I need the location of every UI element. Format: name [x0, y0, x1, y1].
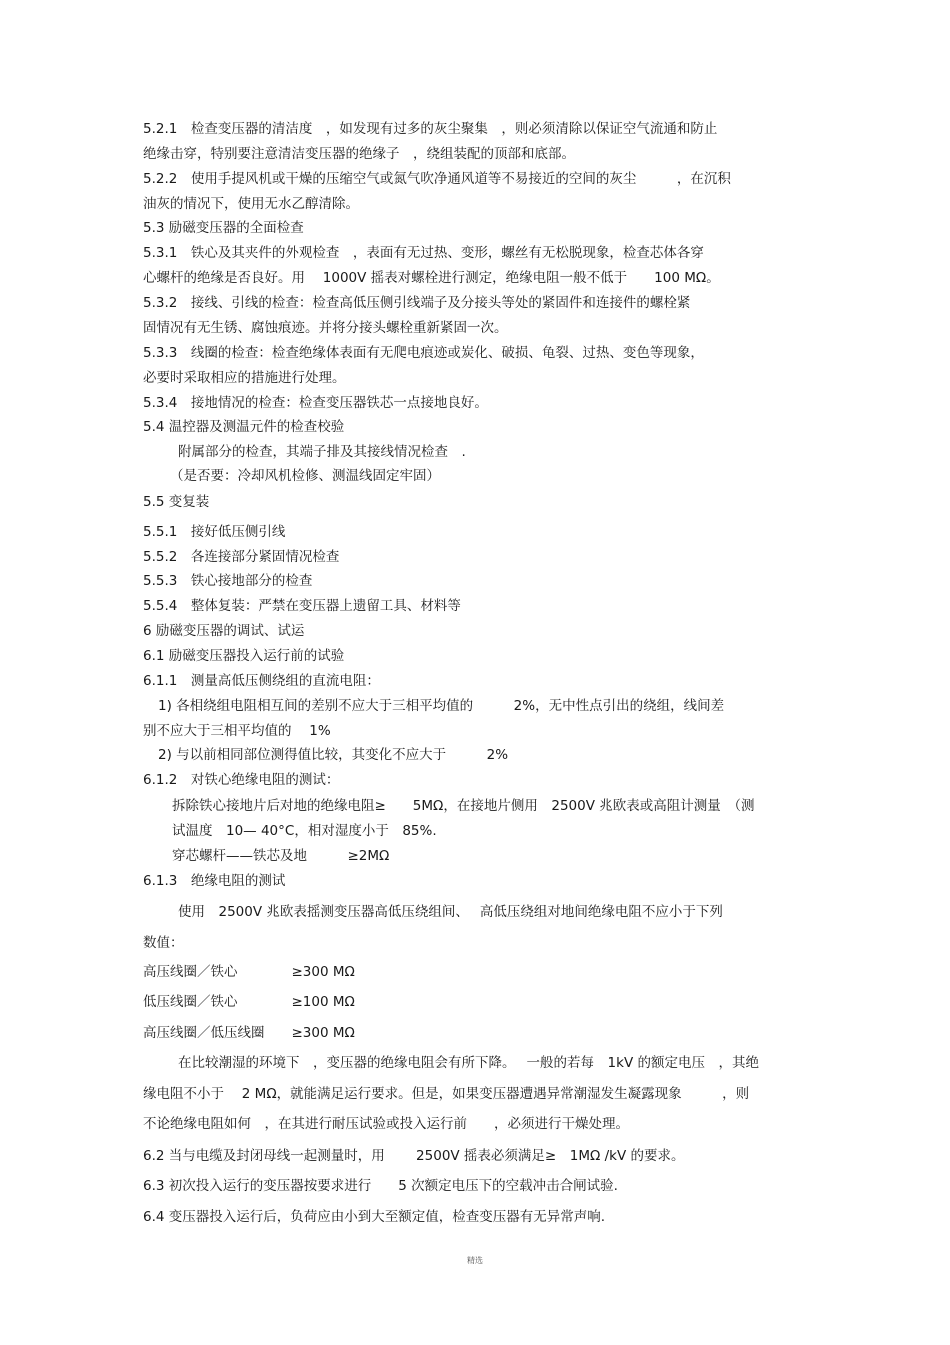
text-line: （是否要：冷却风机检修、测温线固定牢固） — [170, 468, 440, 484]
text-line: 试温度 10— 40°C，相对湿度小于 85%. — [172, 823, 437, 839]
text-line: 5.5.2 各连接部分紧固情况检查 — [143, 549, 340, 565]
text-line: 别不应大于三相平均值的 1% — [143, 723, 331, 739]
text-line: 5.3.4 接地情况的检查：检查变压器铁芯一点接地良好。 — [143, 395, 488, 411]
text-line: 5.5.1 接好低压侧引线 — [143, 524, 286, 540]
text-line: 油灰的情况下，使用无水乙醇清除。 — [143, 196, 359, 212]
text-line: 使用 2500V 兆欧表摇测变压器高低压绕组间、 高低压绕组对地间绝缘电阻不应小于下列 — [178, 904, 723, 920]
text-line: 5.2.1 检查变压器的清洁度 ，如发现有过多的灰尘聚集 ，则必须清除以保证空气流通和防止 — [143, 121, 718, 137]
text-line: 6.3 初次投入运行的变压器按要求进行 5 次额定电压下的空载冲击合闸试验. — [143, 1178, 618, 1194]
text-line: 5.3 励磁变压器的全面检查 — [143, 220, 304, 236]
text-line: 心螺杆的绝缘是否良好。用 1000V 摇表对螺栓进行测定，绝缘电阻一般不低于 100 MΩ。 — [143, 270, 720, 286]
text-line: 5.3.1 铁心及其夹件的外观检查 ，表面有无过热、变形，螺丝有无松脱现象，检查芯体各穿 — [143, 245, 704, 261]
text-line: 附属部分的检查，其端子排及其接线情况检查 . — [178, 444, 466, 460]
text-line: 低压线圈／铁心 ≥100 MΩ — [143, 994, 355, 1010]
text-line: 高压线圈／低压线圈 ≥300 MΩ — [143, 1025, 355, 1041]
text-line: 6.1.1 测量高低压侧绕组的直流电阻： — [143, 673, 380, 689]
text-line: 不论绝缘电阻如何 ，在其进行耐压试验或投入运行前 ，必须进行干燥处理。 — [143, 1116, 629, 1132]
text-line: 在比较潮湿的环境下 ，变压器的绝缘电阻会有所下降。 一般的若每 1kV 的额定电压 ，其绝 — [178, 1055, 759, 1071]
text-line: 穿芯螺杆——铁芯及地 ≥2MΩ — [172, 848, 390, 864]
page-footer: 精选 — [467, 1256, 483, 1265]
text-line: 5.4 温控器及测温元件的检查校验 — [143, 419, 345, 435]
text-line: 6.2 当与电缆及封闭母线一起测量时，用 2500V 摇表必须满足≥ 1MΩ /kV 的要求。 — [143, 1148, 685, 1164]
text-line: 6.1.3 绝缘电阻的测试 — [143, 873, 286, 889]
text-line: 缘电阻不小于 2 MΩ，就能满足运行要求。但是，如果变压器遭遇异常潮湿发生凝露现象 ，则 — [143, 1086, 750, 1102]
text-line: 2) 与以前相同部位测得值比较，其变化不应大于 2% — [158, 747, 509, 763]
text-line: 6 励磁变压器的调试、试运 — [143, 623, 305, 639]
text-line: 必要时采取相应的措施进行处理。 — [143, 370, 346, 386]
text-line: 5.3.3 线圈的检查：检查绝缘体表面有无爬电痕迹或炭化、破损、龟裂、过热、变色等现象， — [143, 345, 704, 361]
text-line: 固情况有无生锈、腐蚀痕迹。并将分接头螺栓重新紧固一次。 — [143, 320, 508, 336]
text-line: 绝缘击穿，特别要注意清洁变压器的绝缘子 ，绕组装配的顶部和底部。 — [143, 146, 575, 162]
text-line: 6.1.2 对铁心绝缘电阻的测试： — [143, 772, 340, 788]
text-line: 拆除铁心接地片后对地的绝缘电阻≥ 5MΩ，在接地片侧用 2500V 兆欧表或高阻计测量 （测 — [172, 798, 755, 814]
text-line: 6.1 励磁变压器投入运行前的试验 — [143, 648, 345, 664]
text-line: 5.5.3 铁心接地部分的检查 — [143, 573, 313, 589]
text-line: 1) 各相绕组电阻相互间的差别不应大于三相平均值的 2%，无中性点引出的绕组，线间差 — [158, 698, 725, 714]
text-line: 5.5 变复装 — [143, 494, 210, 510]
text-line: 5.2.2 使用手提风机或干燥的压缩空气或氮气吹净通风道等不易接近的空间的灰尘 ，在沉积 — [143, 171, 731, 187]
text-line: 高压线圈／铁心 ≥300 MΩ — [143, 964, 355, 980]
text-line: 5.5.4 整体复装：严禁在变压器上遗留工具、材料等 — [143, 598, 461, 614]
text-line: 数值： — [143, 935, 184, 951]
text-line: 5.3.2 接线、引线的检查：检查高低压侧引线端子及分接头等处的紧固件和连接件的螺栓紧 — [143, 295, 691, 311]
text-line: 6.4 变压器投入运行后，负荷应由小到大至额定值，检查变压器有无异常声响. — [143, 1209, 606, 1225]
